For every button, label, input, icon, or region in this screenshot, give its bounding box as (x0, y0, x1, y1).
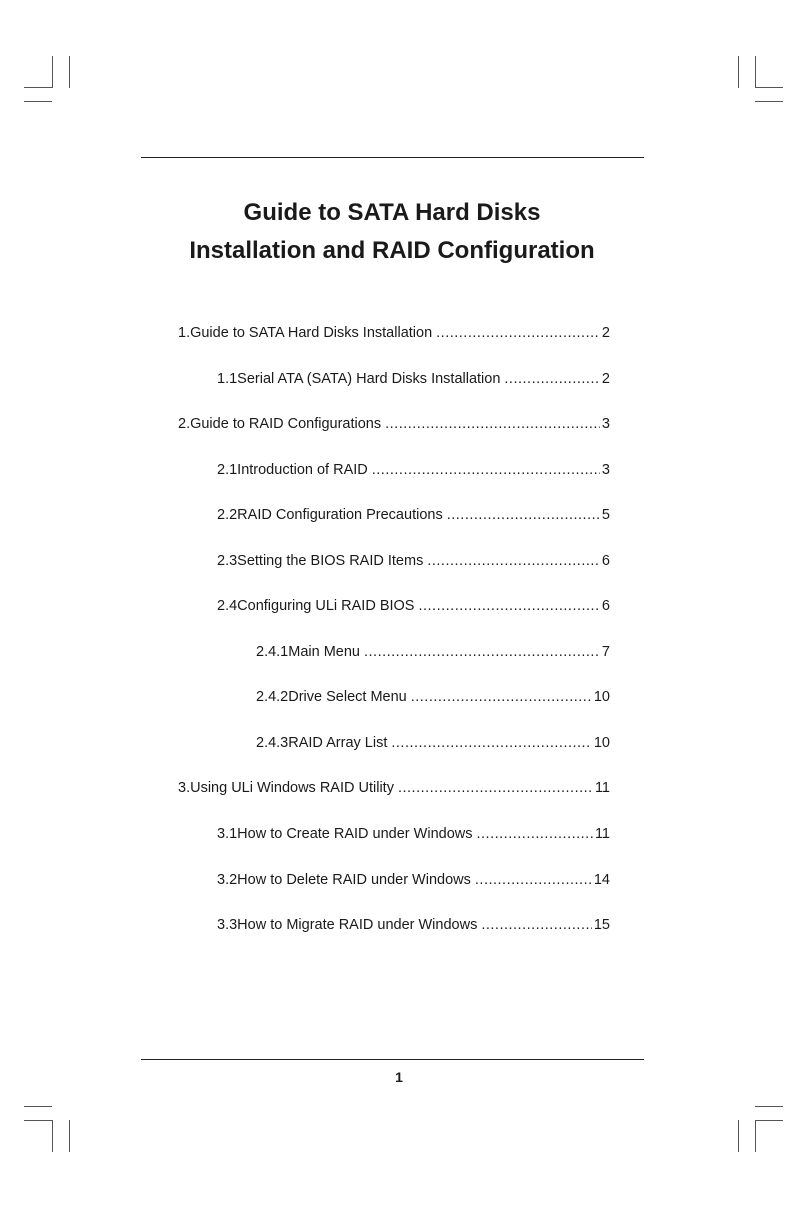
toc-entry-page: 10 (593, 689, 610, 705)
toc-entry-number: 2.4.2 (256, 689, 289, 705)
toc-entry-label: Serial ATA (SATA) Hard Disks Installation (237, 371, 501, 387)
toc-entry-number: 3.1 (217, 826, 238, 842)
toc-leader-dots (418, 596, 599, 616)
toc-entry[interactable] (217, 870, 610, 890)
toc-entry[interactable] (256, 642, 610, 662)
toc-leader-dots (372, 460, 600, 480)
toc-entry-label: How to Delete RAID under Windows (237, 872, 471, 888)
toc-leader-dots (385, 414, 600, 434)
toc-entry-number: 2.4.1 (256, 644, 289, 660)
toc-entry[interactable] (217, 460, 610, 480)
toc-entry-page: 10 (593, 735, 610, 751)
toc-entry-number: 2.2 (217, 507, 238, 523)
toc-leader-dots (411, 687, 592, 707)
toc-entry-page: 7 (601, 644, 610, 660)
toc-entry-label: RAID Array List (288, 735, 388, 751)
toc-entry-label: Configuring ULi RAID BIOS (237, 598, 415, 614)
toc-entry-page: 3 (601, 416, 610, 432)
toc-entry[interactable] (217, 369, 610, 389)
document-title-line-2: Installation and RAID Configuration (189, 237, 595, 264)
toc-leader-dots (475, 870, 592, 890)
toc-entry[interactable] (178, 778, 610, 798)
toc-entry-number: 2.4 (217, 598, 238, 614)
page-number: 1 (395, 1069, 403, 1085)
toc-entry-label: Drive Select Menu (288, 689, 407, 705)
toc-entry[interactable] (217, 551, 610, 571)
toc-entry-page: 11 (594, 780, 610, 796)
toc-entry[interactable] (178, 323, 610, 343)
toc-entry[interactable] (217, 824, 610, 844)
toc-entry-label: Introduction of RAID (237, 462, 368, 478)
toc-entry[interactable] (178, 414, 610, 434)
toc-entry-number: 3.3 (217, 917, 238, 933)
toc-entry-label: Guide to SATA Hard Disks Installation (190, 325, 433, 341)
footer-rule (141, 1059, 644, 1060)
toc-leader-dots (364, 642, 600, 662)
toc-entry-page: 11 (594, 826, 610, 842)
toc-leader-dots (447, 505, 600, 525)
toc-entry-label: Setting the BIOS RAID Items (237, 553, 424, 569)
toc-entry-page: 2 (601, 371, 610, 387)
toc-leader-dots (504, 369, 600, 389)
toc-entry-label: Using ULi Windows RAID Utility (190, 780, 394, 796)
toc-entry-label: Main Menu (288, 644, 360, 660)
toc-entry-number: 2.1 (217, 462, 238, 478)
toc-leader-dots (477, 824, 593, 844)
document-title-line-1: Guide to SATA Hard Disks (243, 199, 541, 226)
toc-leader-dots (427, 551, 600, 571)
toc-leader-dots (436, 323, 600, 343)
toc-entry-number: 2.3 (217, 553, 238, 569)
toc-entry-page: 2 (601, 325, 610, 341)
toc-entry-number: 1. (178, 325, 191, 341)
toc-entry-label: How to Create RAID under Windows (237, 826, 473, 842)
toc-entry-label: How to Migrate RAID under Windows (237, 917, 478, 933)
toc-entry[interactable] (217, 505, 610, 525)
toc-entry-page: 14 (593, 872, 610, 888)
toc-entry-label: RAID Configuration Precautions (237, 507, 443, 523)
toc-entry-page: 6 (601, 553, 610, 569)
toc-entry[interactable] (256, 687, 610, 707)
toc-entry-number: 1.1 (217, 371, 238, 387)
toc-entry-number: 3. (178, 780, 191, 796)
toc-leader-dots (398, 778, 593, 798)
toc-entry-number: 3.2 (217, 872, 238, 888)
toc-entry-page: 3 (601, 462, 610, 478)
toc-entry-label: Guide to RAID Configurations (190, 416, 382, 432)
toc-entry[interactable] (217, 915, 610, 935)
toc-entry-number: 2. (178, 416, 191, 432)
toc-entry-page: 5 (601, 507, 610, 523)
toc-leader-dots (481, 915, 592, 935)
toc-entry[interactable] (217, 596, 610, 616)
toc-leader-dots (391, 733, 592, 753)
toc-entry-number: 2.4.3 (256, 735, 289, 751)
toc-entry-page: 6 (601, 598, 610, 614)
toc-entry-page: 15 (593, 917, 610, 933)
toc-entry[interactable] (256, 733, 610, 753)
